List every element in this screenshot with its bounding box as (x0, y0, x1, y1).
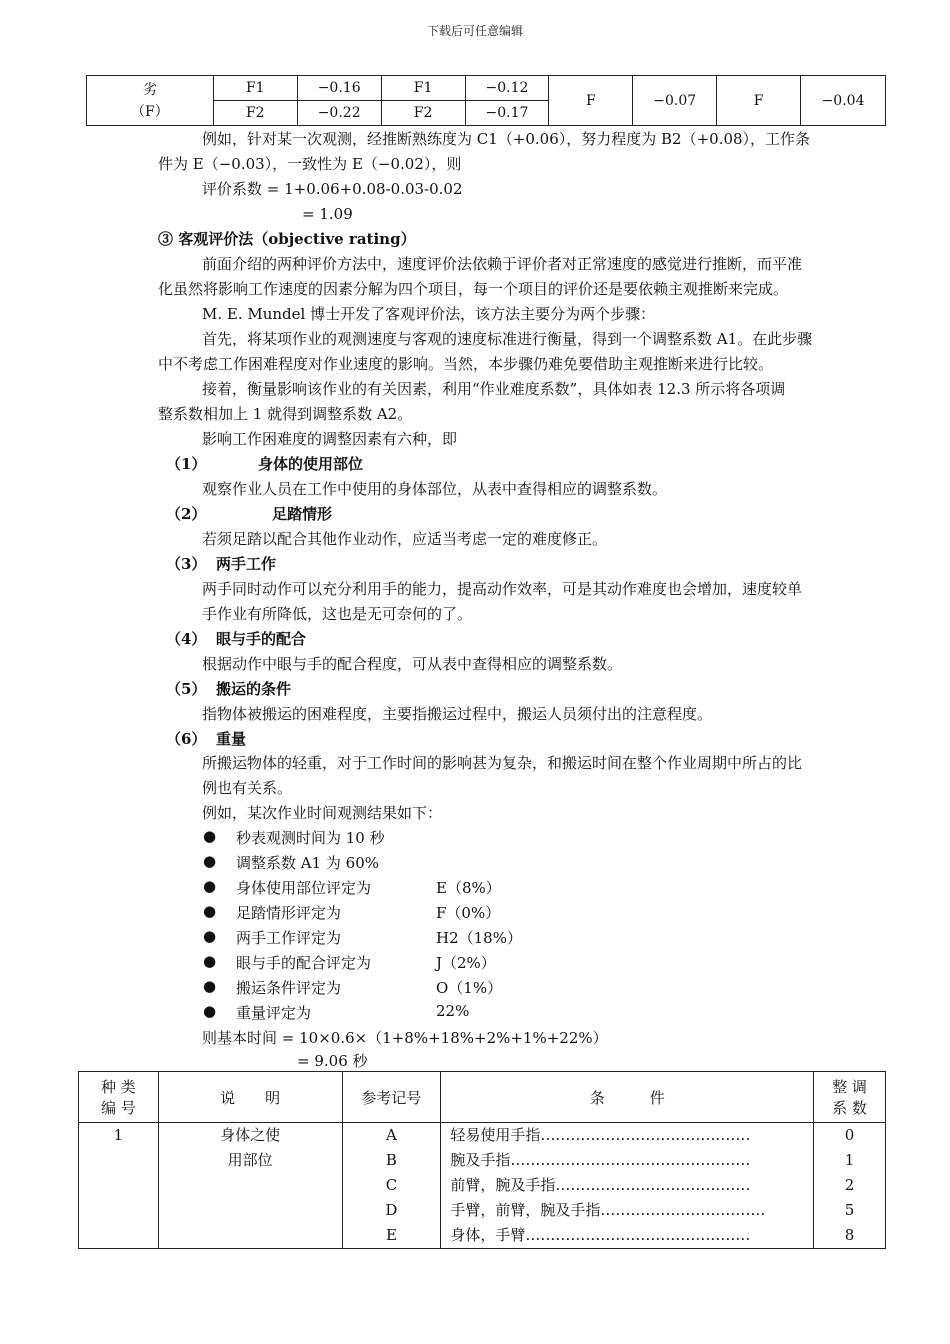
factor-number: （2） (166, 505, 207, 523)
bullet-icon: ● (203, 902, 217, 920)
header-condition: 条 件 (441, 1072, 814, 1123)
table-row (79, 1123, 886, 1249)
bullet-label: 搬运条件评定为 (236, 979, 342, 997)
bullet-item (0, 902, 950, 924)
header-text: 编 号 (101, 1099, 136, 1117)
coefficient-value: 5 (844, 1201, 855, 1219)
coefficient-value: 8 (844, 1226, 855, 1244)
page-header: 下载后可任意编辑 (426, 24, 523, 38)
row-number: 1 (113, 1126, 124, 1144)
bullet-label: 足踏情形评定为 (236, 904, 342, 922)
factor-desc: 根据动作中眼与手的配合程度，可从表中查得相应的调整系数。 (202, 655, 623, 673)
bullet-value: 22% (436, 1002, 470, 1020)
table-cell: F2 (213, 101, 297, 126)
bullet-value: F（0%） (436, 904, 501, 922)
paragraph-line: 首先，将某项作业的观测速度与客观的速度标准进行衡量，得到一个调整系数 A1。在此步骤 (202, 330, 813, 348)
coefficient-value: 0 (844, 1126, 855, 1144)
paragraph-line: 化虽然将影响工作速度的因素分解为四个项目，每一个项目的评价还是要依赖主观推断来完成。 (158, 280, 789, 298)
paragraph-line: 前面介绍的两种评价方法中，速度评价法依赖于评价者对正常速度的感觉进行推断，而平准 (202, 255, 803, 273)
header-category (79, 1072, 159, 1123)
bullet-label: 重量评定为 (236, 1004, 312, 1022)
formula-line: 则基本时间 = 10×0.6×（1+8%+18%+2%+1%+22%） (202, 1029, 608, 1047)
table-cell: F (717, 76, 801, 126)
table-cell: F (549, 76, 633, 126)
table-cell: −0.17 (465, 101, 549, 126)
bullet-item (0, 977, 950, 999)
bullet-item (0, 877, 950, 899)
paragraph-line: 件为 E（−0.03），一致性为 E（−0.02），则 (158, 155, 462, 173)
factor-number: （4） (166, 630, 207, 648)
row-number-cell (79, 1123, 159, 1249)
paragraph-line: 中不考虑工作困难程度对作业速度的影响。当然，本步骤仍难免要借助主观推断来进行比较。 (158, 355, 774, 373)
table-cell: −0.04 (801, 76, 886, 126)
bullet-label: 秒表观测时间为 10 秒 (236, 829, 385, 847)
factor-desc: 观察作业人员在工作中使用的身体部位，从表中查得相应的调整系数。 (202, 480, 668, 498)
bullet-label: 身体使用部位评定为 (236, 879, 372, 897)
paragraph-line: M. E. Mundel 博士开发了客观评价法，该方法主要分为两个步骤： (202, 305, 656, 323)
bullet-icon: ● (203, 927, 217, 945)
condition-text: 前臂，腕及手指………………………………… (450, 1176, 751, 1194)
row-description-cell (158, 1123, 342, 1249)
ref-code: A (386, 1126, 397, 1144)
header-text: 系 数 (832, 1099, 867, 1117)
grade-label-cell (87, 76, 214, 126)
bullet-icon: ● (203, 827, 217, 845)
factor-number: （1） (166, 455, 207, 473)
bullet-item (0, 827, 950, 849)
ref-code: D (385, 1201, 398, 1219)
condition-text: 轻易使用手指…………………………………… (450, 1126, 751, 1144)
header-text: 整 调 (832, 1078, 867, 1096)
difficulty-table (78, 1071, 886, 1249)
bullet-icon: ● (203, 952, 217, 970)
bullet-value: O（1%） (436, 979, 503, 997)
bullet-item (0, 852, 950, 874)
header-text: 种 类 (101, 1078, 136, 1096)
rating-table-fragment (86, 75, 886, 126)
table-row (87, 76, 886, 101)
header-ref-code: 参考记号 (342, 1072, 441, 1123)
bullet-label: 眼与手的配合评定为 (236, 954, 372, 972)
grade-label: 劣 (142, 81, 157, 98)
table-header-row (79, 1072, 886, 1123)
factor-desc: 若须足踏以配合其他作业动作，应适当考虑一定的难度修正。 (202, 530, 608, 548)
formula-line: 评价系数 = 1+0.06+0.08-0.03-0.02 (202, 180, 463, 198)
factor-desc: 手作业有所降低，这也是无可奈何的了。 (202, 605, 473, 623)
factor-number: （3） (166, 555, 207, 573)
table-cell: F2 (381, 101, 465, 126)
bullet-icon: ● (203, 977, 217, 995)
factor-desc: 所搬运物体的轻重，对于工作时间的影响甚为复杂，和搬运时间在整个作业周期中所占的比 (202, 754, 803, 772)
table-cell: −0.16 (297, 76, 381, 101)
factor-title: 搬运的条件 (216, 680, 292, 698)
coefficient-value: 1 (844, 1151, 855, 1169)
factor-number: （5） (166, 680, 207, 698)
factor-title: 身体的使用部位 (258, 455, 364, 473)
factor-title: 两手工作 (216, 555, 277, 573)
row-conditions-cell (441, 1123, 814, 1249)
ref-code: C (385, 1176, 398, 1194)
bullet-value: H2（18%） (436, 929, 522, 947)
row-values-cell (814, 1123, 886, 1249)
factor-desc: 例也有关系。 (202, 779, 293, 797)
coefficient-value: 2 (844, 1176, 855, 1194)
condition-text: 腕及手指………………………………………… (450, 1151, 751, 1169)
formula-result: = 9.06 秒 (297, 1052, 368, 1070)
example-intro: 例如，某次作业时间观测结果如下： (202, 804, 443, 822)
header-description: 说 明 (158, 1072, 342, 1123)
paragraph-line: 整系数相加上 1 就得到调整系数 A2。 (158, 405, 413, 423)
bullet-label: 调整系数 A1 为 60% (236, 854, 380, 872)
factor-desc: 指物体被搬运的困难程度，主要指搬运过程中，搬运人员须付出的注意程度。 (202, 705, 713, 723)
factor-title: 眼与手的配合 (216, 630, 307, 648)
header-coefficient (814, 1072, 886, 1123)
table-cell: −0.07 (633, 76, 717, 126)
condition-text: 手臂，前臂，腕及手指…………………………… (450, 1201, 766, 1219)
row-codes-cell (342, 1123, 441, 1249)
paragraph-line: 影响工作困难度的调整因素有六种，即 (202, 430, 458, 448)
ref-code: B (385, 1151, 397, 1169)
formula-result: = 1.09 (302, 205, 353, 223)
bullet-icon: ● (203, 1002, 217, 1020)
bullet-value: J（2%） (436, 954, 496, 972)
section-heading: ③ 客观评价法（objective rating） (158, 230, 416, 248)
row-description: 身体之使 (220, 1126, 281, 1144)
table-cell: −0.22 (297, 101, 381, 126)
ref-code: E (385, 1226, 397, 1244)
table-cell: −0.12 (465, 76, 549, 101)
factor-desc: 两手同时动作可以充分利用手的能力，提高动作效率，可是其动作难度也会增加，速度较单 (202, 580, 803, 598)
bullet-icon: ● (203, 852, 217, 870)
bullet-item (0, 952, 950, 974)
bullet-item (0, 927, 950, 949)
bullet-label: 两手工作评定为 (236, 929, 342, 947)
factor-title: 足踏情形 (272, 505, 333, 523)
table-cell: F1 (381, 76, 465, 101)
factor-title: 重量 (216, 730, 247, 748)
table-cell: F1 (213, 76, 297, 101)
condition-text: 身体，手臂……………………………………… (450, 1226, 751, 1244)
grade-code: （F） (131, 103, 169, 120)
bullet-item (0, 1002, 950, 1024)
bullet-value: E（8%） (436, 879, 501, 897)
paragraph-line: 接着，衡量影响该作业的有关因素，利用“作业难度系数”，具体如表 12.3 所示将各项调 (202, 380, 786, 398)
factor-number: （6） (166, 730, 207, 748)
bullet-icon: ● (203, 877, 217, 895)
paragraph-line: 例如，针对某一次观测，经推断熟练度为 C1（+0.06），努力程度为 B2（+0.08），工作条 (202, 130, 811, 148)
row-description: 用部位 (227, 1151, 273, 1169)
